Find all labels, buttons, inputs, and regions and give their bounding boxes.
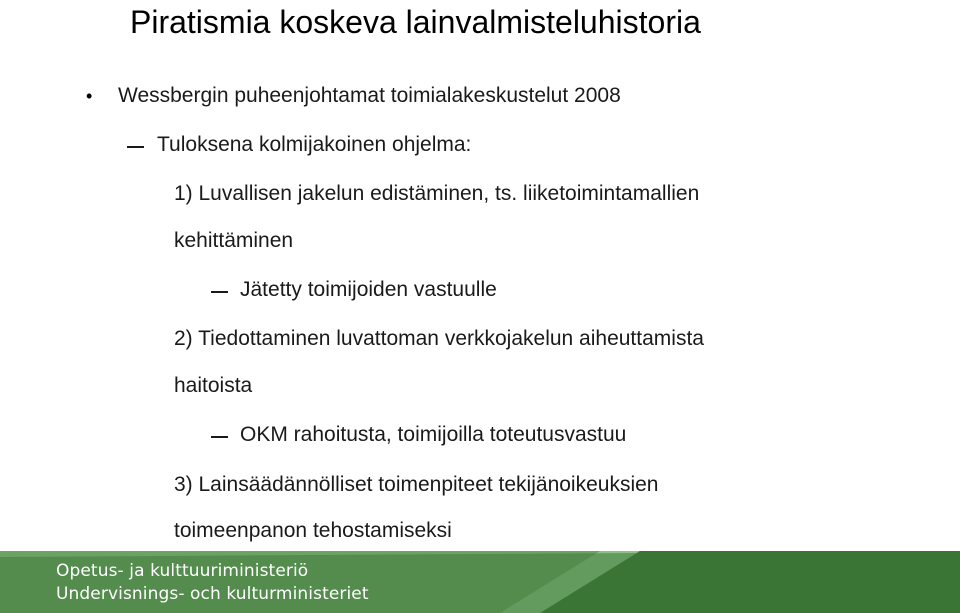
item-1-line-2: kehittäminen — [174, 229, 294, 252]
sub-bullet-line-1: Tuloksena kolmijakoinen ohjelma: — [157, 133, 472, 156]
ministry-name-swedish: Undervisnings- och kulturministeriet — [56, 584, 369, 604]
item-3-line-1: 3) Lainsäädännölliset toimenpiteet tekijänoikeuksien — [174, 473, 659, 496]
item-1-note: Jätetty toimijoiden vastuulle — [240, 278, 497, 301]
bullet-line-1: Wessbergin puheenjohtamat toimialakeskustelut 2008 — [118, 84, 621, 107]
dash-marker — [211, 291, 228, 293]
bullet-dot: • — [86, 86, 93, 106]
item-1-line-1: 1) Luvallisen jakelun edistäminen, ts. liiketoimintamallien — [174, 182, 700, 205]
item-2-line-2: haitoista — [174, 374, 253, 397]
item-3-line-2: toimeenpanon tehostamiseksi — [174, 519, 452, 542]
ministry-name-finnish: Opetus- ja kulttuuriministeriö — [56, 561, 309, 581]
dash-marker — [211, 436, 228, 438]
ministry-footer — [0, 551, 960, 613]
item-2-note: OKM rahoitusta, toimijoilla toteutusvastuu — [240, 423, 627, 446]
item-2-line-1: 2) Tiedottaminen luvattoman verkkojakelun aiheuttamista — [174, 327, 704, 350]
dash-marker — [127, 146, 144, 148]
slide-title: Piratismia koskeva lainvalmisteluhistoria — [130, 4, 701, 40]
